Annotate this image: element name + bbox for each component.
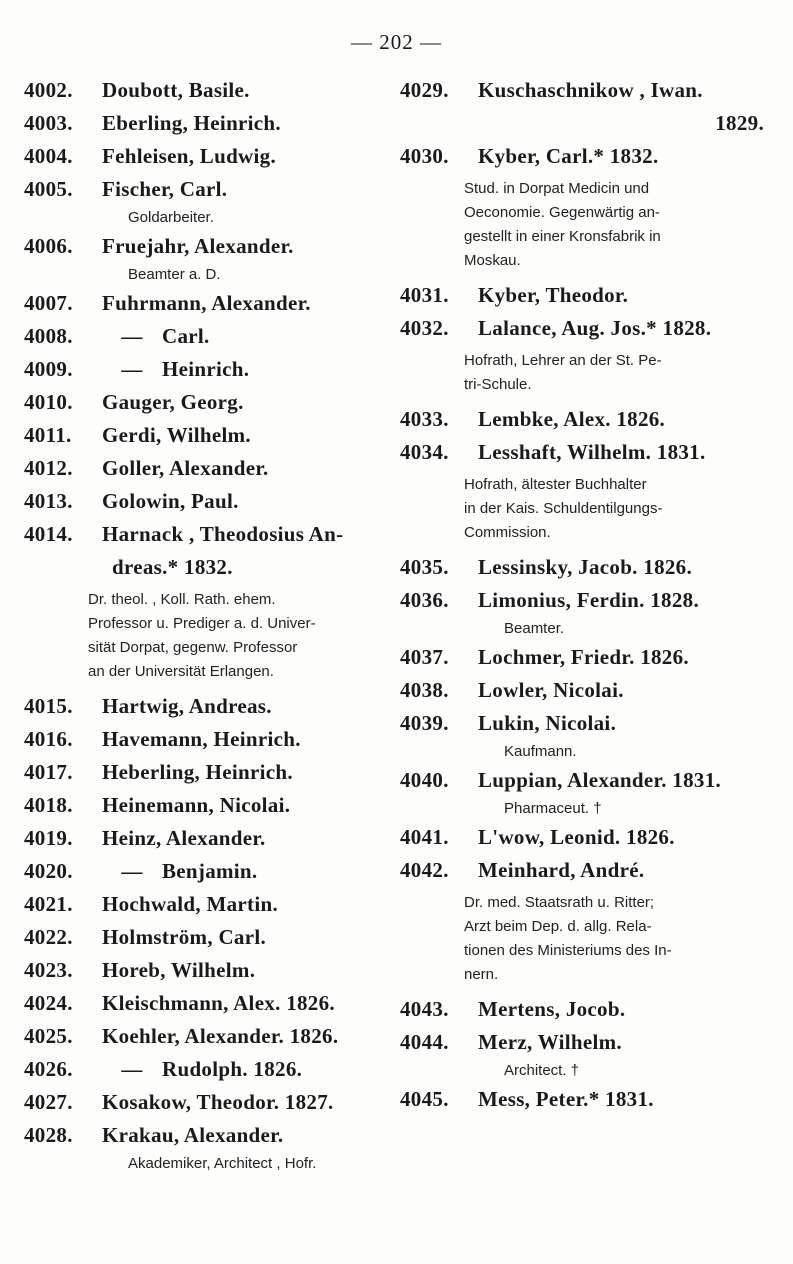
entry-name: Gerdi, Wilhelm. xyxy=(102,423,251,447)
ditto-dash: — xyxy=(121,324,143,348)
entry-note xyxy=(400,177,772,273)
entry-number: 4045. xyxy=(400,1087,449,1111)
entry-number: 4034. xyxy=(400,440,449,464)
entry-name: Horeb, Wilhelm. xyxy=(102,958,256,982)
list-item xyxy=(24,987,396,1020)
entry-name: Meinhard, André. xyxy=(478,858,645,882)
entry-note-line: Hofrath, Lehrer an der St. Pe- xyxy=(464,352,662,369)
entry-note-line: Stud. in Dorpat Medicin und xyxy=(464,180,650,197)
list-item xyxy=(24,140,396,173)
entry-line xyxy=(400,140,772,173)
entry-line xyxy=(400,1083,772,1116)
entry-number: 4041. xyxy=(400,825,449,849)
entry-line xyxy=(400,1026,772,1059)
entry-line xyxy=(24,1020,396,1053)
list-item xyxy=(400,764,772,821)
entry-number: 4036. xyxy=(400,588,449,612)
list-item xyxy=(24,855,396,888)
entry-line xyxy=(400,312,772,345)
entry-name: Heinemann, Nicolai. xyxy=(102,793,291,817)
list-item xyxy=(24,822,396,855)
entry-name: Lukin, Nicolai. xyxy=(478,711,617,735)
entry-line xyxy=(400,707,772,740)
list-item xyxy=(24,353,396,386)
entry-name: Benjamin. xyxy=(162,859,258,883)
entry-line xyxy=(24,723,396,756)
entry-line xyxy=(400,403,772,436)
entry-name: L'wow, Leonid. 1826. xyxy=(478,825,675,849)
entry-number: 4006. xyxy=(24,234,73,258)
entry-line xyxy=(24,954,396,987)
right-column xyxy=(400,74,772,1116)
list-item xyxy=(24,419,396,452)
entry-note-line: Dr. theol. , Koll. Rath. ehem. xyxy=(88,591,276,608)
list-item xyxy=(24,789,396,822)
ditto-dash: — xyxy=(121,357,143,381)
entry-continuation: dreas.* 1832. xyxy=(112,555,233,579)
entry-note-line: in der Kais. Schuldentilgungs- xyxy=(464,500,663,517)
entry-line xyxy=(400,584,772,617)
entry-number: 4004. xyxy=(24,144,73,168)
entry-note: Pharmaceut. † xyxy=(504,800,602,817)
entry-note-line: Commission. xyxy=(464,524,551,541)
list-item xyxy=(400,854,772,987)
entry-number: 4012. xyxy=(24,456,73,480)
entry-name: Kleischmann, Alex. 1826. xyxy=(102,991,335,1015)
entry-line xyxy=(400,436,772,469)
list-item xyxy=(24,723,396,756)
entry-name: Heinz, Alexander. xyxy=(102,826,266,850)
entry-line xyxy=(24,173,396,206)
entry-name: Rudolph. 1826. xyxy=(162,1057,303,1081)
list-item xyxy=(400,1026,772,1083)
entry-name: Lembke, Alex. 1826. xyxy=(478,407,666,431)
list-item xyxy=(24,1119,396,1176)
ditto-dash: — xyxy=(121,1057,143,1081)
entry-name: Hochwald, Martin. xyxy=(102,892,279,916)
entry-note: Architect. † xyxy=(504,1062,580,1079)
entry-line xyxy=(400,74,772,107)
list-item xyxy=(24,173,396,230)
entry-number: 4020. xyxy=(24,859,73,883)
entry-note-line: Dr. med. Staatsrath u. Ritter; xyxy=(464,894,655,911)
entry-line xyxy=(24,855,396,888)
entry-number: 4014. xyxy=(24,522,73,546)
entry-note: Beamter. xyxy=(504,620,565,637)
entry-line xyxy=(400,821,772,854)
entry-number: 4040. xyxy=(400,768,449,792)
list-item xyxy=(24,921,396,954)
list-item xyxy=(24,320,396,353)
entry-line xyxy=(24,485,396,518)
entry-line xyxy=(24,419,396,452)
page-number: — 202 — xyxy=(351,30,442,54)
entry-number: 4029. xyxy=(400,78,449,102)
entry-line xyxy=(24,320,396,353)
list-item xyxy=(24,452,396,485)
entry-line xyxy=(24,74,396,107)
entry-name: Kyber, Carl.* 1832. xyxy=(478,144,659,168)
entry-number: 4030. xyxy=(400,144,449,168)
entry-line xyxy=(400,993,772,1026)
entry-name: Lalance, Aug. Jos.* 1828. xyxy=(478,316,712,340)
list-item xyxy=(400,641,772,674)
entry-number: 4018. xyxy=(24,793,73,817)
entry-name: Heinrich. xyxy=(162,357,250,381)
entry-note-line: Professor u. Prediger a. d. Univer- xyxy=(88,615,316,632)
ditto-dash: — xyxy=(121,859,143,883)
entry-number: 4042. xyxy=(400,858,449,882)
entry-name: Golowin, Paul. xyxy=(102,489,239,513)
entry-line xyxy=(24,140,396,173)
entry-note: Beamter a. D. xyxy=(128,266,221,283)
entry-note xyxy=(400,891,772,987)
entry-line xyxy=(24,386,396,419)
entry-number: 4027. xyxy=(24,1090,73,1114)
entry-name: Lowler, Nicolai. xyxy=(478,678,624,702)
entry-note-line: nern. xyxy=(464,966,499,983)
list-item xyxy=(24,1086,396,1119)
entry-number: 4032. xyxy=(400,316,449,340)
entry-note: Goldarbeiter. xyxy=(128,209,214,226)
entry-name: Koehler, Alexander. 1826. xyxy=(102,1024,339,1048)
list-item xyxy=(400,551,772,584)
entry-name: Heberling, Heinrich. xyxy=(102,760,293,784)
entry-note xyxy=(24,588,396,684)
list-item xyxy=(400,279,772,312)
entry-number: 4007. xyxy=(24,291,73,315)
list-item xyxy=(24,1020,396,1053)
entry-number: 4022. xyxy=(24,925,73,949)
entry-name: Doubott, Basile. xyxy=(102,78,250,102)
entry-name: Eberling, Heinrich. xyxy=(102,111,281,135)
entry-number: 4023. xyxy=(24,958,73,982)
entry-name: Fehleisen, Ludwig. xyxy=(102,144,277,168)
entry-name: Limonius, Ferdin. 1828. xyxy=(478,588,700,612)
entry-line xyxy=(24,1119,396,1152)
entry-name: Gauger, Georg. xyxy=(102,390,244,414)
entry-name: Luppian, Alexander. 1831. xyxy=(478,768,722,792)
entry-name: Carl. xyxy=(162,324,210,348)
entry-number: 4013. xyxy=(24,489,73,513)
entry-name: Mess, Peter.* 1831. xyxy=(478,1087,654,1111)
entry-number: 4008. xyxy=(24,324,73,348)
list-item xyxy=(24,287,396,320)
list-item xyxy=(400,584,772,641)
entry-number: 4021. xyxy=(24,892,73,916)
entry-line xyxy=(24,287,396,320)
list-item xyxy=(400,140,772,273)
entry-line xyxy=(400,764,772,797)
entry-note-line: Oeconomie. Gegenwärtig an- xyxy=(464,204,660,221)
entry-name: Lochmer, Friedr. 1826. xyxy=(478,645,689,669)
entry-name: Havemann, Heinrich. xyxy=(102,727,301,751)
entry-line xyxy=(24,756,396,789)
left-column xyxy=(24,74,396,1176)
entry-note-line: gestellt in einer Kronsfabrik in xyxy=(464,228,661,245)
entry-name: Lesshaft, Wilhelm. 1831. xyxy=(478,440,706,464)
entry-name: Lessinsky, Jacob. 1826. xyxy=(478,555,693,579)
entry-number: 4002. xyxy=(24,78,73,102)
entry-line xyxy=(400,674,772,707)
entry-number: 4005. xyxy=(24,177,73,201)
entry-number: 4024. xyxy=(24,991,73,1015)
entry-number: 4037. xyxy=(400,645,449,669)
entry-line xyxy=(24,230,396,263)
entry-line xyxy=(400,641,772,674)
entry-line xyxy=(24,822,396,855)
entry-line xyxy=(24,789,396,822)
entry-number: 4015. xyxy=(24,694,73,718)
entry-name: Merz, Wilhelm. xyxy=(478,1030,622,1054)
entry-number: 4039. xyxy=(400,711,449,735)
entry-number: 4019. xyxy=(24,826,73,850)
entry-note-line: tionen des Ministeriums des In- xyxy=(464,942,672,959)
list-item xyxy=(400,674,772,707)
list-item xyxy=(24,74,396,107)
entry-name: Krakau, Alexander. xyxy=(102,1123,284,1147)
list-item xyxy=(24,518,396,684)
entry-number: 4035. xyxy=(400,555,449,579)
entry-name: Goller, Alexander. xyxy=(102,456,269,480)
entry-number: 4043. xyxy=(400,997,449,1021)
entry-note-line: Arzt beim Dep. d. allg. Rela- xyxy=(464,918,652,935)
entry-note-line: tri-Schule. xyxy=(464,376,532,393)
entry-note-line: Moskau. xyxy=(464,252,521,269)
entry-line xyxy=(400,279,772,312)
list-item xyxy=(24,690,396,723)
list-item xyxy=(24,230,396,287)
entry-line xyxy=(400,551,772,584)
entry-number: 4003. xyxy=(24,111,73,135)
entry-note xyxy=(400,473,772,545)
list-item xyxy=(400,74,772,140)
entry-name: Kuschaschnikow , Iwan. xyxy=(478,78,703,102)
entry-line xyxy=(24,921,396,954)
list-item xyxy=(400,403,772,436)
entry-number: 4028. xyxy=(24,1123,73,1147)
entry-note-line: Hofrath, ältester Buchhalter xyxy=(464,476,647,493)
list-item xyxy=(400,821,772,854)
entry-name: Kyber, Theodor. xyxy=(478,283,629,307)
entry-number: 4009. xyxy=(24,357,73,381)
entry-name: Fuhrmann, Alexander. xyxy=(102,291,311,315)
list-item xyxy=(24,386,396,419)
entry-number: 4010. xyxy=(24,390,73,414)
entry-number: 4033. xyxy=(400,407,449,431)
entry-note: Akademiker, Architect , Hofr. xyxy=(128,1155,317,1172)
entry-name: Fruejahr, Alexander. xyxy=(102,234,294,258)
entry-name: Hartwig, Andreas. xyxy=(102,694,272,718)
entry-number: 4026. xyxy=(24,1057,73,1081)
list-item xyxy=(24,1053,396,1086)
entry-line xyxy=(24,452,396,485)
list-item xyxy=(400,1083,772,1116)
entry-line xyxy=(24,1086,396,1119)
entry-number: 4016. xyxy=(24,727,73,751)
entry-number: 4017. xyxy=(24,760,73,784)
list-item xyxy=(400,436,772,545)
entry-line xyxy=(400,854,772,887)
entry-name: Fischer, Carl. xyxy=(102,177,228,201)
list-item xyxy=(24,107,396,140)
entry-name: Kosakow, Theodor. 1827. xyxy=(102,1090,334,1114)
entry-name: Holmström, Carl. xyxy=(102,925,267,949)
entry-line xyxy=(24,690,396,723)
entry-note-line: sität Dorpat, gegenw. Professor xyxy=(88,639,298,656)
entry-name: Mertens, Jocob. xyxy=(478,997,626,1021)
list-item xyxy=(24,756,396,789)
entry-line xyxy=(24,1053,396,1086)
entry-line xyxy=(24,107,396,140)
entry-note xyxy=(400,349,772,397)
list-item xyxy=(24,888,396,921)
list-item xyxy=(24,954,396,987)
entry-name: Harnack , Theodosius An- xyxy=(102,522,344,546)
list-item xyxy=(24,485,396,518)
entry-number: 4044. xyxy=(400,1030,449,1054)
list-item xyxy=(400,993,772,1026)
entry-line xyxy=(24,353,396,386)
entry-line xyxy=(24,518,396,551)
entry-number: 4011. xyxy=(24,423,72,447)
list-item xyxy=(400,707,772,764)
entry-number: 4038. xyxy=(400,678,449,702)
list-item xyxy=(400,312,772,397)
entry-continuation: 1829. xyxy=(715,111,764,135)
entry-number: 4025. xyxy=(24,1024,73,1048)
entry-note-line: an der Universität Erlangen. xyxy=(88,663,274,680)
entry-note: Kaufmann. xyxy=(504,743,577,760)
entry-line xyxy=(24,987,396,1020)
entry-number: 4031. xyxy=(400,283,449,307)
entry-line xyxy=(24,888,396,921)
